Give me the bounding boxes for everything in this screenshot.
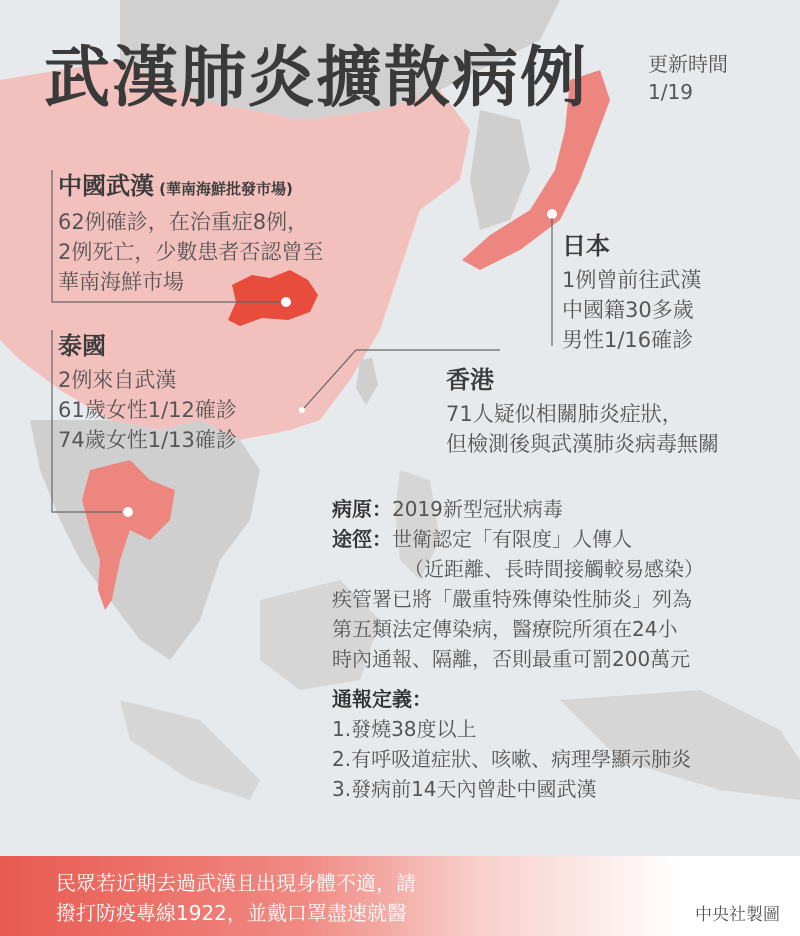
thailand-line: 74歲女性1/13確診 [58, 428, 237, 452]
cdc-line: 第五類法定傳染病，醫療院所須在24小 [332, 617, 678, 641]
japan-line: 1例曾前往武漢 [562, 268, 702, 292]
wuhan-subheading: (華南海鮮批發市場) [159, 180, 293, 198]
cdc-line: 時內通報、隔離，否則最重可罰200萬元 [332, 647, 691, 671]
update-info [648, 50, 728, 106]
route-value: 世衛認定「有限度」人傳人 [392, 527, 632, 551]
update-date: 1/19 [648, 80, 693, 104]
definition-item: 1.發燒38度以上 [332, 717, 477, 741]
japan-line: 中國籍30多歲 [562, 298, 694, 322]
japan-callout [562, 226, 701, 355]
info-panel [332, 494, 704, 804]
page-title: 武漢肺炎擴散病例 [44, 39, 588, 116]
footer-line: 撥打防疫專線1922，並戴口罩盡速就醫 [56, 901, 407, 925]
pathogen-row [332, 494, 704, 524]
hongkong-line: 71人疑似相關肺炎症狀， [446, 402, 683, 426]
japan-marker [547, 209, 557, 219]
wuhan-line: 2例死亡，少數患者否認曾至 [58, 240, 324, 264]
pathogen-value: 2019新型冠狀病毒 [392, 497, 563, 521]
pathogen-label: 病原： [332, 497, 392, 521]
credit: 中央社製圖 [695, 905, 780, 925]
wuhan-callout [58, 166, 323, 297]
route-row [332, 524, 704, 554]
route-note: （近距離、長時間接觸較易感染） [404, 557, 704, 581]
hongkong-callout [446, 360, 719, 459]
update-label: 更新時間 [648, 52, 728, 76]
wuhan-marker [281, 297, 291, 307]
definition-title: 通報定義： [332, 687, 432, 711]
thailand-callout [58, 326, 237, 455]
thailand-line: 2例來自武漢 [58, 368, 177, 392]
footer-message [56, 868, 416, 928]
thailand-heading: 泰國 [58, 332, 106, 360]
cdc-line: 疾管署已將「嚴重特殊傳染性肺炎」列為 [332, 587, 692, 611]
hongkong-line: 但檢測後與武漢肺炎病毒無關 [446, 432, 719, 456]
wuhan-heading: 中國武漢 [58, 172, 154, 200]
japan-line: 男性1/16確診 [562, 328, 694, 352]
wuhan-line: 62例確診，在治重症8例， [58, 210, 309, 234]
hongkong-heading: 香港 [446, 366, 494, 394]
japan-heading: 日本 [562, 232, 610, 260]
thailand-line: 61歲女性1/12確診 [58, 398, 237, 422]
definition-item: 2.有呼吸道症狀、咳嗽、病理學顯示肺炎 [332, 747, 692, 771]
route-label: 途徑： [332, 527, 392, 551]
wuhan-line: 華南海鮮市場 [58, 270, 184, 294]
definition-item: 3.發病前14天內曾赴中國武漢 [332, 777, 597, 801]
footer-line: 民眾若近期去過武漢且出現身體不適，請 [56, 871, 416, 895]
thailand-marker [123, 507, 133, 517]
